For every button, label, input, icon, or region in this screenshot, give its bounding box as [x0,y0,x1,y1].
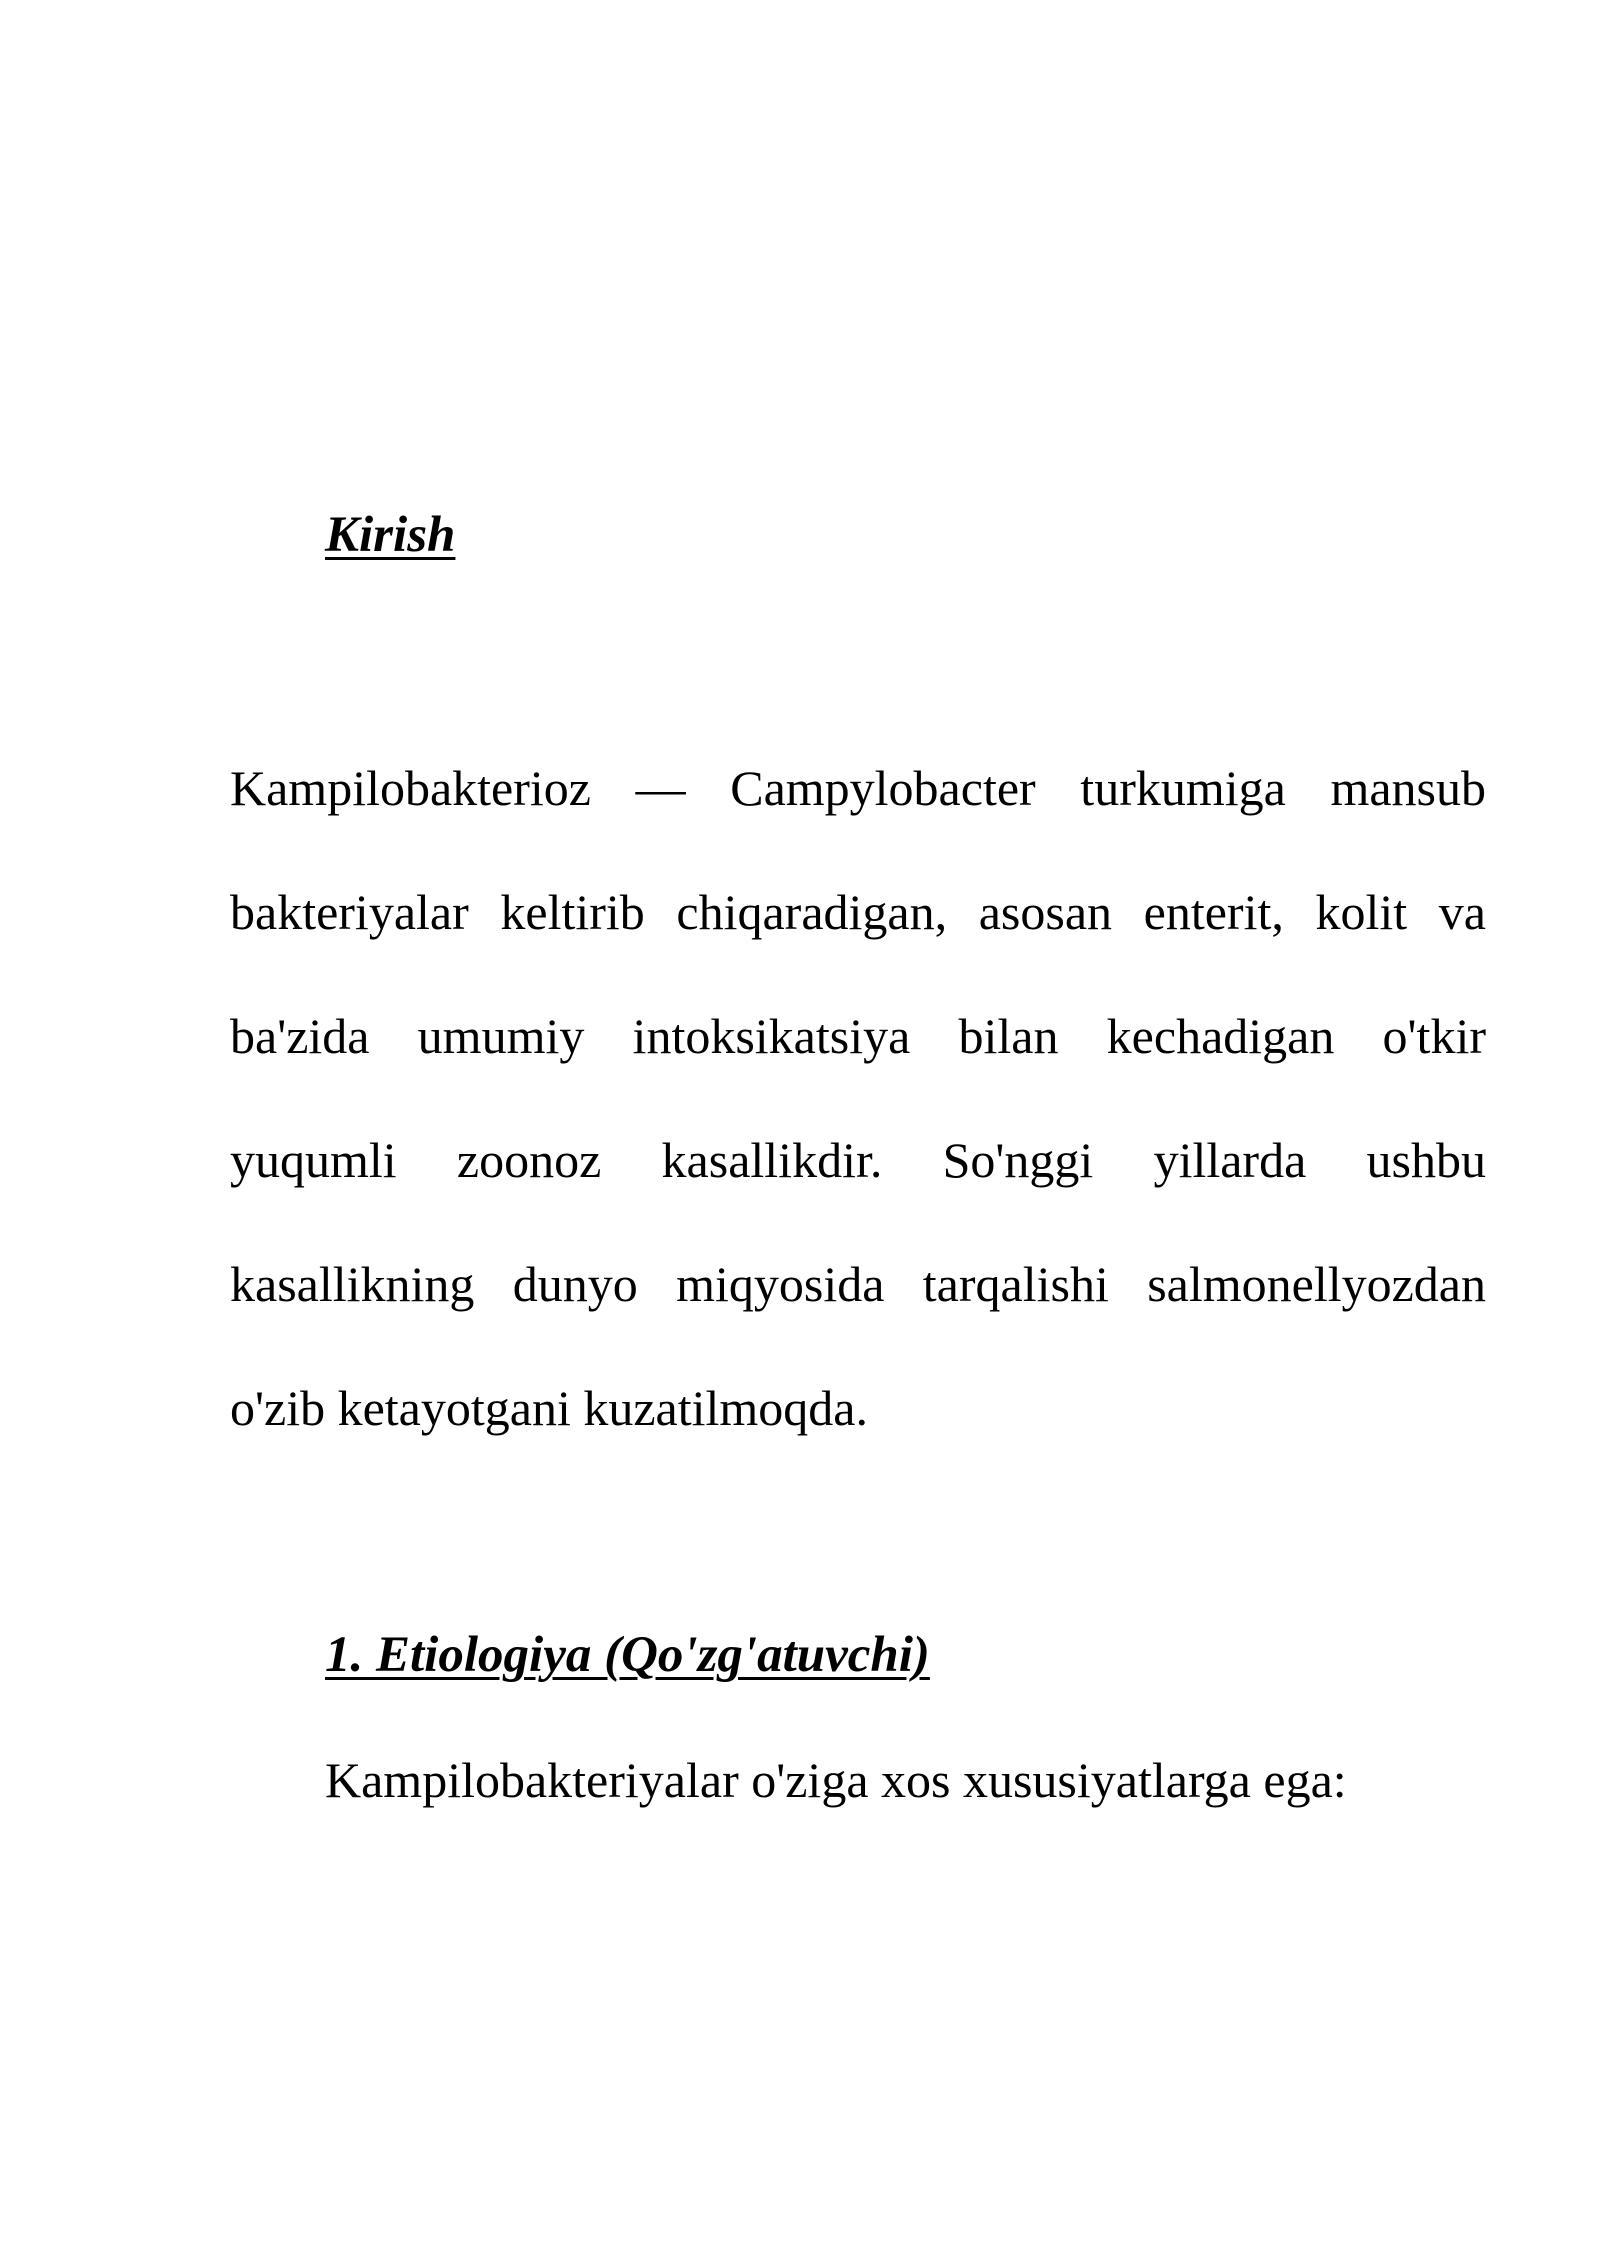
etiology-paragraph: Kampilobakteriyalar o'ziga xos xususiyatlarga ega: [325,1752,1347,1808]
intro-paragraph: Kampilobakterioz — Campylobacter turkumiga mansub bakteriyalar keltirib chiqaradigan, asosan enterit, kolit va ba'zida umumiy intoksikatsiya bilan kechadigan o'tkir yuqumli zoonoz kasallikdir. So'nggi yillarda ushbu kasallikning dunyo miqyosida tarqalishi salmonellyozdan o'zib ketayotgani kuzatilmoqda. [230,760,1486,1436]
section-heading-etiology: 1. Etiologiya (Qo'zg'atuvchi) [325,1627,930,1683]
section-heading-intro: Kirish [325,507,456,563]
